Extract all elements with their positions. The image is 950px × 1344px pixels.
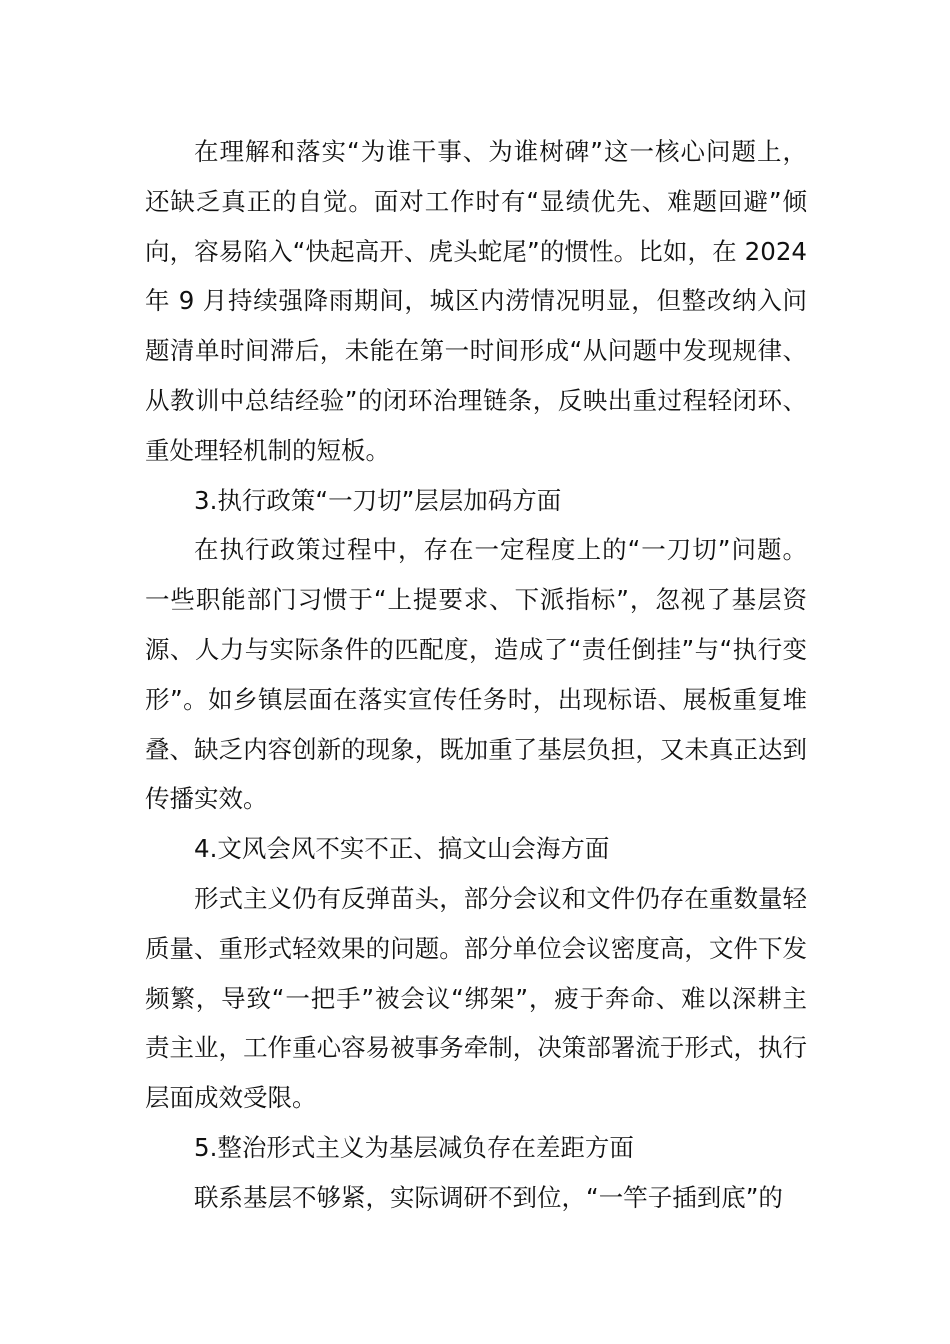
document-body	[145, 127, 807, 1223]
body-paragraph: 在理解和落实“为谁干事、为谁树碑”这一核心问题上，还缺乏真正的自觉。面对工作时有“显绩优先、难题回避”倾向，容易陷入“快起高开、虎头蛇尾”的惯性。比如，在 2024 年 9 月持续强降雨期间，城区内涝情况明显，但整改纳入问题清单时间滞后，未能在第一时间形成“从问题中发现规律、从教训中总结经验”的闭环治理链条，反映出重过程轻闭环、重处理轻机制的短板。	[145, 137, 807, 465]
body-paragraph: 在执行政策过程中，存在一定程度上的“一刀切”问题。一些职能部门习惯于“上提要求、下派指标”，忽视了基层资源、人力与实际条件的匹配度，造成了“责任倒挂”与“执行变形”。如乡镇层面在落实宣传任务时，出现标语、展板重复堆叠、缺乏内容创新的现象，既加重了基层负担，又未真正达到传播实效。	[145, 535, 807, 814]
body-paragraph: 联系基层不够紧，实际调研不到位，“一竿子插到底”的	[194, 1182, 783, 1212]
body-paragraph: 形式主义仍有反弹苗头，部分会议和文件仍存在重数量轻质量、重形式轻效果的问题。部分单位会议密度高，文件下发频繁，导致“一把手”被会议“绑架”，疲于奔命、难以深耕主责主业，工作重心容易被事务牵制，决策部署流于形式，执行层面成效受限。	[145, 883, 807, 1113]
section-heading: 5.整治形式主义为基层减负存在差距方面	[194, 1132, 634, 1162]
section-heading: 4.文风会风不实不正、搞文山会海方面	[194, 834, 610, 864]
section-heading: 3.执行政策“一刀切”层层加码方面	[194, 485, 562, 515]
